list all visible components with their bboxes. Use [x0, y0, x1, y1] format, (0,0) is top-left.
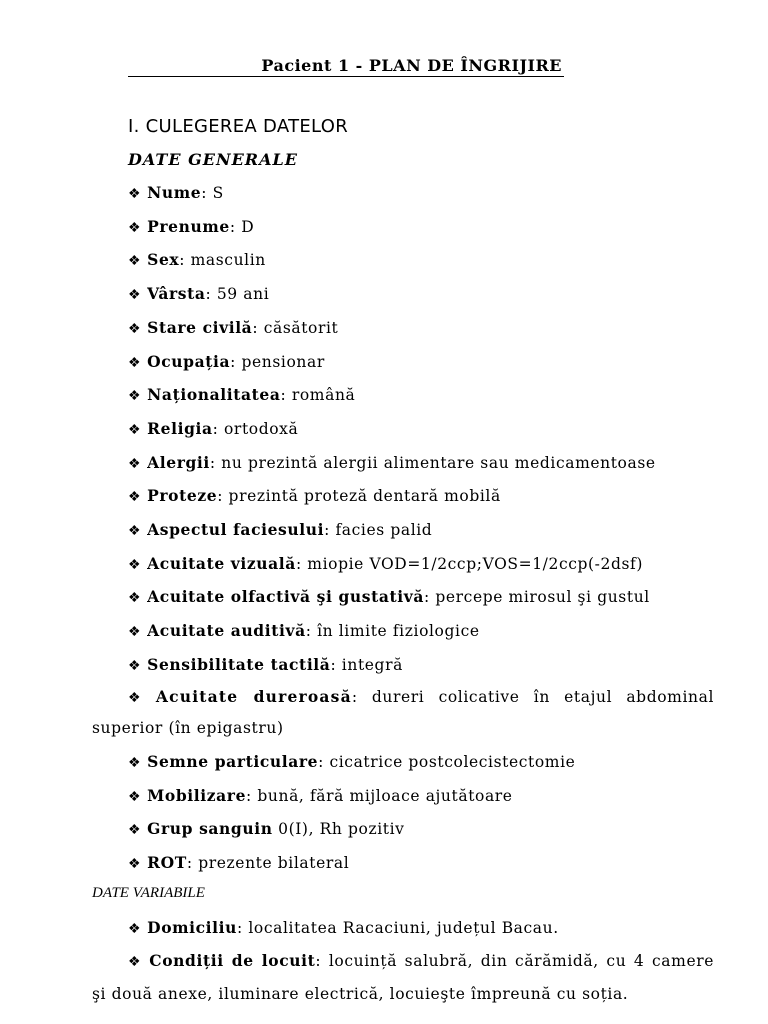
list-item — [128, 453, 656, 474]
list-item — [128, 352, 325, 373]
list-item — [128, 853, 349, 874]
bullet-icon: ❖ — [128, 556, 142, 573]
bullet-icon: ❖ — [128, 590, 142, 607]
list-item — [128, 385, 355, 406]
item-value: 0(I), Rh pozitiv — [272, 820, 405, 838]
bullet-icon: ❖ — [128, 855, 142, 872]
bullet-icon: ❖ — [128, 657, 142, 674]
list-item — [128, 655, 403, 676]
bullet-icon: ❖ — [128, 388, 142, 405]
item-label: Acuitate auditivă — [147, 621, 306, 641]
list-item — [128, 520, 432, 541]
item-label: Naționalitatea — [147, 385, 281, 405]
variable-data-heading: DATE VARIABILE — [92, 885, 205, 901]
item-value: : bună, fără mijloace ajutătoare — [246, 786, 513, 805]
item-value: : localitatea Racaciuni, județul Bacau. — [237, 919, 559, 937]
list-item — [128, 250, 266, 271]
section-heading: I. CULEGEREA DATELOR — [128, 116, 349, 137]
living-conditions-label: Condiții de locuit — [149, 951, 316, 970]
bullet-icon: ❖ — [128, 523, 142, 539]
bullet-icon: ❖ — [128, 354, 142, 371]
bullet-icon: ❖ — [128, 624, 142, 641]
living-conditions-line — [128, 951, 714, 972]
item-value: : nu prezintă alergii alimentare sau medicamentoase — [209, 453, 656, 472]
bullet-icon: ❖ — [128, 489, 142, 506]
general-data-heading: DATE GENERALE — [128, 150, 298, 169]
list-item — [128, 621, 480, 642]
list-item — [128, 183, 224, 204]
bullet-icon: ❖ — [128, 921, 142, 937]
pain-acuity-continuation: superior (în epigastru) — [92, 719, 284, 737]
item-label: Acuitate vizuală — [147, 553, 296, 573]
item-label: Vârsta — [147, 284, 206, 304]
document-title: Pacient 1 - PLAN DE ÎNGRIJIRE — [128, 56, 564, 77]
pain-acuity-line — [128, 687, 714, 708]
bullet-icon: ❖ — [128, 690, 150, 706]
item-label: Stare civilă — [147, 317, 253, 337]
bullet-icon: ❖ — [128, 421, 142, 438]
list-item — [128, 318, 338, 339]
item-value: : română — [280, 386, 356, 405]
bullet-icon: ❖ — [128, 822, 142, 838]
bullet-icon: ❖ — [128, 455, 142, 472]
item-label: Grup sanguin — [147, 819, 273, 838]
item-label: Nume — [147, 183, 202, 202]
item-label: Alergii — [147, 452, 210, 472]
bullet-icon: ❖ — [128, 320, 142, 337]
item-value: : prezintă proteză dentară mobilă — [217, 487, 501, 506]
item-value: : S — [201, 184, 224, 202]
bullet-icon: ❖ — [128, 954, 144, 970]
list-item — [128, 419, 298, 440]
list-item — [128, 554, 643, 575]
list-item — [128, 217, 254, 238]
item-label: Proteze — [147, 486, 218, 506]
item-value: : în limite fiziologice — [305, 622, 480, 641]
item-value: : D — [229, 217, 255, 236]
item-label: Sex — [147, 250, 180, 270]
list-item — [128, 486, 501, 507]
item-value: : ortodoxă — [212, 419, 299, 438]
item-label: Prenume — [147, 216, 230, 236]
item-value: : masculin — [179, 251, 266, 270]
list-item — [128, 786, 513, 807]
item-value: : prezente bilateral — [186, 853, 350, 872]
item-value: : facies palid — [324, 521, 433, 539]
bullet-icon: ❖ — [128, 287, 142, 304]
pain-acuity-label: Acuitate dureroasă — [155, 687, 352, 706]
living-conditions-value: : locuință salubră, din cărămidă, cu 4 camere — [315, 952, 715, 970]
item-label: Religia — [147, 418, 213, 438]
bullet-icon: ❖ — [128, 219, 142, 236]
item-value: : percepe mirosul şi gustul — [424, 588, 650, 607]
list-item — [128, 752, 575, 773]
list-item — [128, 819, 405, 840]
living-conditions-continuation: şi două anexe, iluminare electrică, locuieşte împreună cu soția. — [92, 985, 629, 1003]
bullet-icon: ❖ — [128, 755, 142, 771]
item-label: Semne particulare — [147, 752, 319, 771]
bullet-icon: ❖ — [128, 253, 142, 270]
item-label: Acuitate olfactivă şi gustativă — [147, 587, 425, 607]
bullet-icon: ❖ — [128, 186, 142, 202]
item-value: : integră — [330, 655, 403, 674]
item-label: Domiciliu — [147, 918, 237, 937]
pain-acuity-value: : dureri colicative în etajul abdominal — [351, 688, 714, 706]
bullet-icon: ❖ — [128, 788, 142, 805]
item-label: Ocupația — [147, 351, 231, 371]
item-value: : căsătorit — [252, 318, 339, 337]
item-label: Mobilizare — [147, 785, 247, 805]
item-value: : miopie VOD=1/2ccp;VOS=1/2ccp(-2dsf) — [295, 554, 644, 573]
item-value: : 59 ani — [205, 285, 270, 304]
item-label: ROT — [147, 852, 187, 872]
list-item — [128, 918, 559, 939]
list-item — [128, 587, 650, 608]
list-item — [128, 284, 269, 305]
item-value: : pensionar — [230, 352, 325, 371]
item-label: Sensibilitate tactilă — [147, 654, 331, 674]
item-value: : cicatrice postcolecistectomie — [318, 753, 576, 771]
item-label: Aspectul faciesului — [147, 520, 325, 539]
